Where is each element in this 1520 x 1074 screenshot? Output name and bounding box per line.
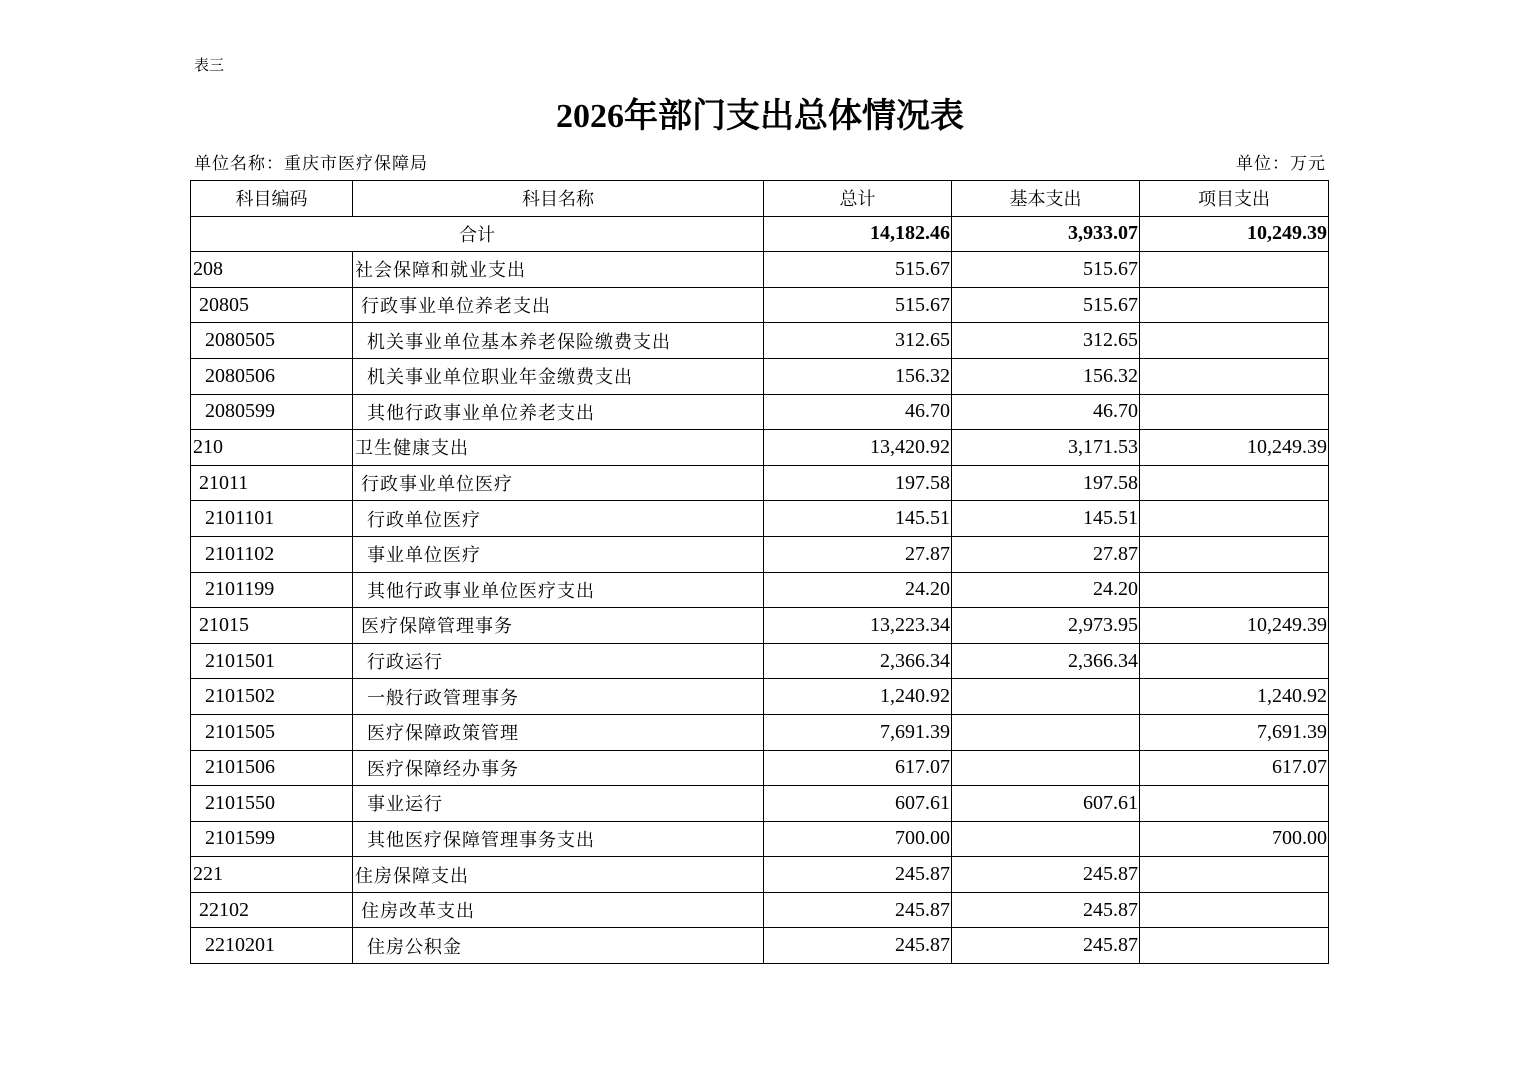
table-row [191, 501, 1329, 537]
row-code: 2101505 [191, 714, 353, 750]
table-row [191, 572, 1329, 608]
row-code: 2080505 [191, 323, 353, 359]
row-project: 617.07 [1140, 750, 1329, 786]
row-total: 1,240.92 [764, 679, 952, 715]
total-row [191, 216, 1329, 252]
row-code: 2101599 [191, 821, 353, 857]
row-code: 2080599 [191, 394, 353, 430]
header-total: 总计 [764, 181, 952, 217]
row-code: 2101199 [191, 572, 353, 608]
row-code: 208 [191, 252, 353, 288]
row-basic [952, 679, 1140, 715]
row-project [1140, 857, 1329, 893]
table-label: 表三 [194, 56, 225, 74]
row-name: 行政事业单位养老支出 [353, 287, 764, 323]
table-row [191, 287, 1329, 323]
row-basic: 46.70 [952, 394, 1140, 430]
row-total: 24.20 [764, 572, 952, 608]
row-project [1140, 572, 1329, 608]
row-total: 7,691.39 [764, 714, 952, 750]
row-basic: 607.61 [952, 786, 1140, 822]
row-project [1140, 465, 1329, 501]
table-row [191, 928, 1329, 964]
row-code: 21015 [191, 608, 353, 644]
row-total: 245.87 [764, 928, 952, 964]
table-row [191, 892, 1329, 928]
table-row [191, 430, 1329, 466]
row-code: 2101501 [191, 643, 353, 679]
row-project [1140, 892, 1329, 928]
row-basic [952, 750, 1140, 786]
row-project: 700.00 [1140, 821, 1329, 857]
row-total: 312.65 [764, 323, 952, 359]
row-basic: 2,366.34 [952, 643, 1140, 679]
row-basic: 245.87 [952, 892, 1140, 928]
row-basic: 197.58 [952, 465, 1140, 501]
table-row [191, 786, 1329, 822]
unit-name: 单位名称：重庆市医疗保障局 [194, 154, 428, 174]
row-project [1140, 501, 1329, 537]
total-label: 合计 [191, 216, 764, 252]
row-name: 医疗保障管理事务 [353, 608, 764, 644]
row-code: 2101506 [191, 750, 353, 786]
row-code: 20805 [191, 287, 353, 323]
header-project: 项目支出 [1140, 181, 1329, 217]
row-project [1140, 643, 1329, 679]
row-project [1140, 323, 1329, 359]
row-name: 其他行政事业单位医疗支出 [353, 572, 764, 608]
row-basic: 27.87 [952, 536, 1140, 572]
row-name: 行政运行 [353, 643, 764, 679]
expenditure-table [190, 180, 1329, 964]
row-total: 13,223.34 [764, 608, 952, 644]
row-total: 27.87 [764, 536, 952, 572]
header-code: 科目编码 [191, 181, 353, 217]
row-total: 617.07 [764, 750, 952, 786]
row-code: 2080506 [191, 358, 353, 394]
row-project [1140, 287, 1329, 323]
row-basic: 245.87 [952, 928, 1140, 964]
row-project: 7,691.39 [1140, 714, 1329, 750]
header-basic: 基本支出 [952, 181, 1140, 217]
row-name: 医疗保障政策管理 [353, 714, 764, 750]
row-total: 13,420.92 [764, 430, 952, 466]
row-basic: 515.67 [952, 252, 1140, 288]
total-basic: 3,933.07 [952, 216, 1140, 252]
table-row [191, 679, 1329, 715]
row-code: 2101502 [191, 679, 353, 715]
row-basic: 3,171.53 [952, 430, 1140, 466]
row-total: 607.61 [764, 786, 952, 822]
row-name: 医疗保障经办事务 [353, 750, 764, 786]
table-row [191, 714, 1329, 750]
row-name: 事业单位医疗 [353, 536, 764, 572]
row-name: 住房公积金 [353, 928, 764, 964]
table-row [191, 465, 1329, 501]
header-name: 科目名称 [353, 181, 764, 217]
page-title: 2026年部门支出总体情况表 [556, 98, 964, 135]
row-basic [952, 714, 1140, 750]
row-name: 其他医疗保障管理事务支出 [353, 821, 764, 857]
unit-label: 单位：万元 [1236, 154, 1326, 174]
row-name: 住房改革支出 [353, 892, 764, 928]
table-row [191, 323, 1329, 359]
table-row [191, 252, 1329, 288]
row-project: 10,249.39 [1140, 608, 1329, 644]
row-basic: 515.67 [952, 287, 1140, 323]
table-row [191, 394, 1329, 430]
row-total: 700.00 [764, 821, 952, 857]
table-row [191, 358, 1329, 394]
row-code: 221 [191, 857, 353, 893]
row-name: 行政单位医疗 [353, 501, 764, 537]
row-total: 46.70 [764, 394, 952, 430]
row-name: 行政事业单位医疗 [353, 465, 764, 501]
table-row [191, 643, 1329, 679]
row-basic: 245.87 [952, 857, 1140, 893]
row-project [1140, 358, 1329, 394]
total-project: 10,249.39 [1140, 216, 1329, 252]
row-total: 515.67 [764, 287, 952, 323]
table-row [191, 750, 1329, 786]
row-project [1140, 928, 1329, 964]
row-name: 机关事业单位职业年金缴费支出 [353, 358, 764, 394]
row-name: 卫生健康支出 [353, 430, 764, 466]
row-total: 245.87 [764, 892, 952, 928]
row-total: 145.51 [764, 501, 952, 537]
row-code: 2101101 [191, 501, 353, 537]
row-name: 一般行政管理事务 [353, 679, 764, 715]
row-project: 1,240.92 [1140, 679, 1329, 715]
row-total: 515.67 [764, 252, 952, 288]
row-code: 21011 [191, 465, 353, 501]
header-row [191, 181, 1329, 217]
row-name: 其他行政事业单位养老支出 [353, 394, 764, 430]
table-row [191, 536, 1329, 572]
row-name: 社会保障和就业支出 [353, 252, 764, 288]
row-total: 2,366.34 [764, 643, 952, 679]
table-row [191, 857, 1329, 893]
row-total: 245.87 [764, 857, 952, 893]
row-code: 210 [191, 430, 353, 466]
row-basic [952, 821, 1140, 857]
row-name: 事业运行 [353, 786, 764, 822]
row-code: 2101550 [191, 786, 353, 822]
table-row [191, 821, 1329, 857]
row-code: 2210201 [191, 928, 353, 964]
row-basic: 156.32 [952, 358, 1140, 394]
row-total: 156.32 [764, 358, 952, 394]
row-name: 住房保障支出 [353, 857, 764, 893]
row-basic: 24.20 [952, 572, 1140, 608]
row-project: 10,249.39 [1140, 430, 1329, 466]
row-code: 22102 [191, 892, 353, 928]
row-code: 2101102 [191, 536, 353, 572]
row-basic: 145.51 [952, 501, 1140, 537]
row-total: 197.58 [764, 465, 952, 501]
row-basic: 312.65 [952, 323, 1140, 359]
table-row [191, 608, 1329, 644]
row-project [1140, 394, 1329, 430]
total-sum: 14,182.46 [764, 216, 952, 252]
row-name: 机关事业单位基本养老保险缴费支出 [353, 323, 764, 359]
row-basic: 2,973.95 [952, 608, 1140, 644]
row-project [1140, 536, 1329, 572]
row-project [1140, 252, 1329, 288]
row-project [1140, 786, 1329, 822]
